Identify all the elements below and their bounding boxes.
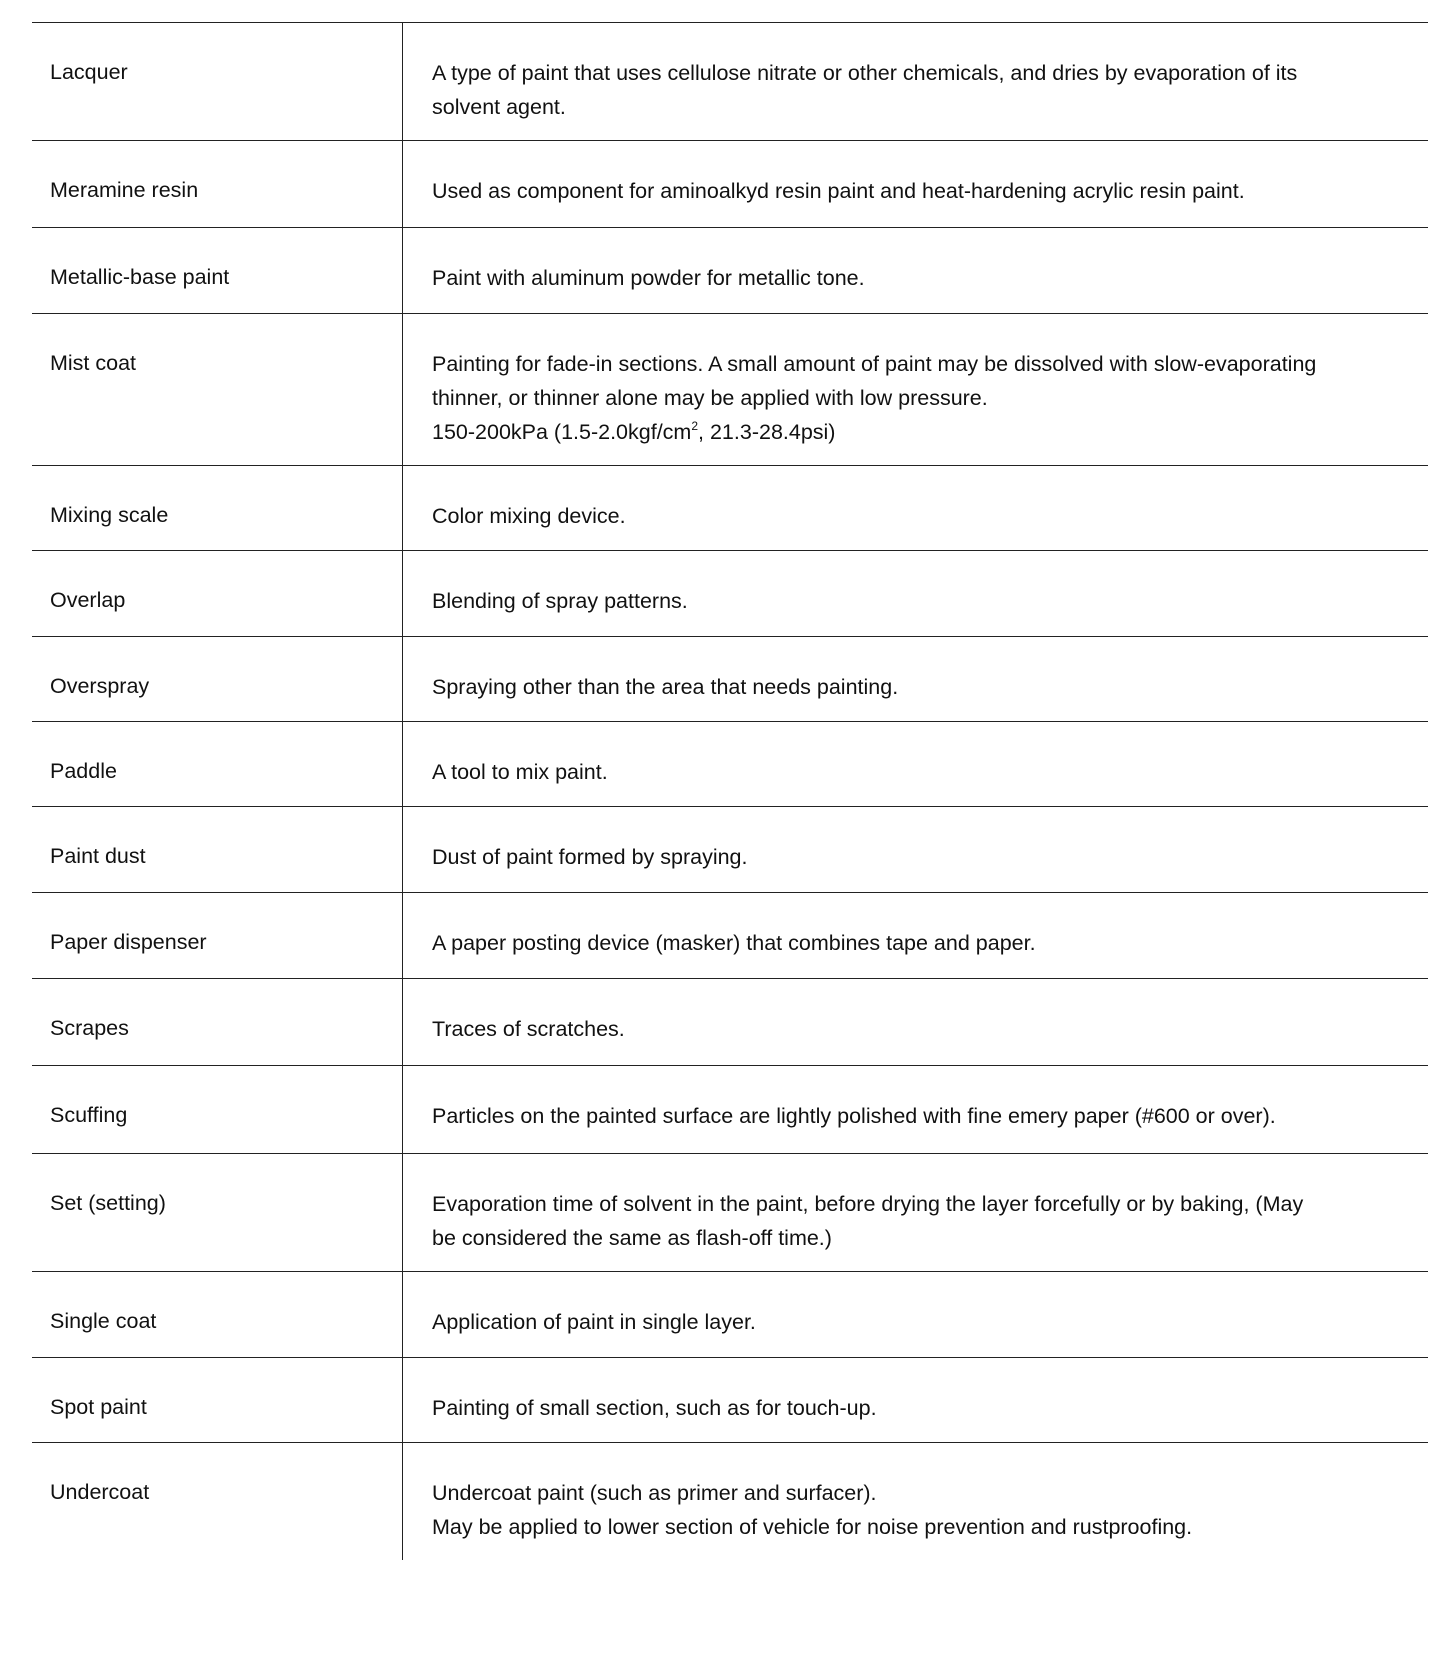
table-row xyxy=(32,1065,1428,1153)
definition-line: Used as component for aminoalkyd resin paint and heat-hardening acrylic resin paint. xyxy=(432,179,1245,203)
definition-cell xyxy=(403,893,1428,978)
glossary-table xyxy=(32,22,1428,1560)
definition-line: Blending of spray patterns. xyxy=(432,589,688,613)
definition-cell xyxy=(403,1066,1428,1153)
definition-line: Traces of scratches. xyxy=(432,1017,625,1041)
term-cell: Lacquer xyxy=(32,23,403,140)
definition-line: A type of paint that uses cellulose nitrate or other chemicals, and dries by evaporation of its xyxy=(432,61,1298,85)
definition-line: solvent agent. xyxy=(432,95,566,119)
term-cell: Paddle xyxy=(32,722,403,806)
pressure-spec-superscript: 2 xyxy=(691,419,699,433)
term-cell: Spot paint xyxy=(32,1358,403,1442)
term-cell: Scuffing xyxy=(32,1066,403,1153)
table-row xyxy=(32,1442,1428,1560)
term-cell: Paper dispenser xyxy=(32,893,403,978)
definition-cell xyxy=(403,228,1428,313)
pressure-spec-text: , 21.3-28.4psi) xyxy=(698,420,836,444)
definition-cell xyxy=(403,637,1428,721)
table-row xyxy=(32,1357,1428,1442)
definition-line: A paper posting device (masker) that combines tape and paper. xyxy=(432,931,1036,955)
term-cell: Paint dust xyxy=(32,807,403,892)
definition-cell xyxy=(403,1154,1428,1271)
definition-cell xyxy=(403,979,1428,1065)
definition-line: Painting for fade-in sections. A small amount of paint may be dissolved with slow-evaporating xyxy=(432,352,1317,376)
table-row xyxy=(32,22,1428,140)
table-row xyxy=(32,1271,1428,1357)
definition-cell xyxy=(403,314,1428,465)
table-row xyxy=(32,806,1428,892)
definition-cell xyxy=(403,1443,1428,1560)
table-row xyxy=(32,636,1428,721)
definition-line: Application of paint in single layer. xyxy=(432,1310,756,1334)
table-row xyxy=(32,465,1428,550)
definition-cell xyxy=(403,1272,1428,1357)
definition-line: be considered the same as flash-off time.) xyxy=(432,1226,832,1250)
definition-cell xyxy=(403,23,1428,140)
definition-line: Spraying other than the area that needs painting. xyxy=(432,675,899,699)
pressure-spec xyxy=(432,415,1420,449)
term-cell: Mixing scale xyxy=(32,466,403,550)
term-cell: Undercoat xyxy=(32,1443,403,1560)
term-cell: Overlap xyxy=(32,551,403,636)
table-row xyxy=(32,978,1428,1065)
definition-line: Dust of paint formed by spraying. xyxy=(432,845,748,869)
definition-line: Painting of small section, such as for touch-up. xyxy=(432,1396,877,1420)
term-cell: Metallic-base paint xyxy=(32,228,403,313)
definition-line: Paint with aluminum powder for metallic tone. xyxy=(432,266,865,290)
term-cell: Overspray xyxy=(32,637,403,721)
term-cell: Meramine resin xyxy=(32,141,403,227)
definition-cell xyxy=(403,551,1428,636)
table-row xyxy=(32,313,1428,465)
definition-cell xyxy=(403,722,1428,806)
table-row xyxy=(32,721,1428,806)
table-row xyxy=(32,892,1428,978)
definition-line: Color mixing device. xyxy=(432,504,626,528)
definition-line: Particles on the painted surface are lightly polished with fine emery paper (#600 or over). xyxy=(432,1104,1276,1128)
definition-cell xyxy=(403,807,1428,892)
definition-line: Undercoat paint (such as primer and surfacer). xyxy=(432,1481,877,1505)
table-row xyxy=(32,550,1428,636)
definition-line: thinner, or thinner alone may be applied with low pressure. xyxy=(432,386,988,410)
pressure-spec-text: 150-200kPa (1.5-2.0kgf/cm xyxy=(432,420,692,444)
term-cell: Set (setting) xyxy=(32,1154,403,1271)
definition-cell xyxy=(403,1358,1428,1442)
definition-line: Evaporation time of solvent in the paint, before drying the layer forcefully or by baking, (May xyxy=(432,1192,1304,1216)
definition-cell xyxy=(403,141,1428,227)
table-row xyxy=(32,227,1428,313)
term-cell: Mist coat xyxy=(32,314,403,465)
definition-line: A tool to mix paint. xyxy=(432,760,608,784)
definition-cell xyxy=(403,466,1428,550)
term-cell: Single coat xyxy=(32,1272,403,1357)
table-row xyxy=(32,140,1428,227)
table-row xyxy=(32,1153,1428,1271)
definition-line: May be applied to lower section of vehicle for noise prevention and rustproofing. xyxy=(432,1515,1193,1539)
term-cell: Scrapes xyxy=(32,979,403,1065)
